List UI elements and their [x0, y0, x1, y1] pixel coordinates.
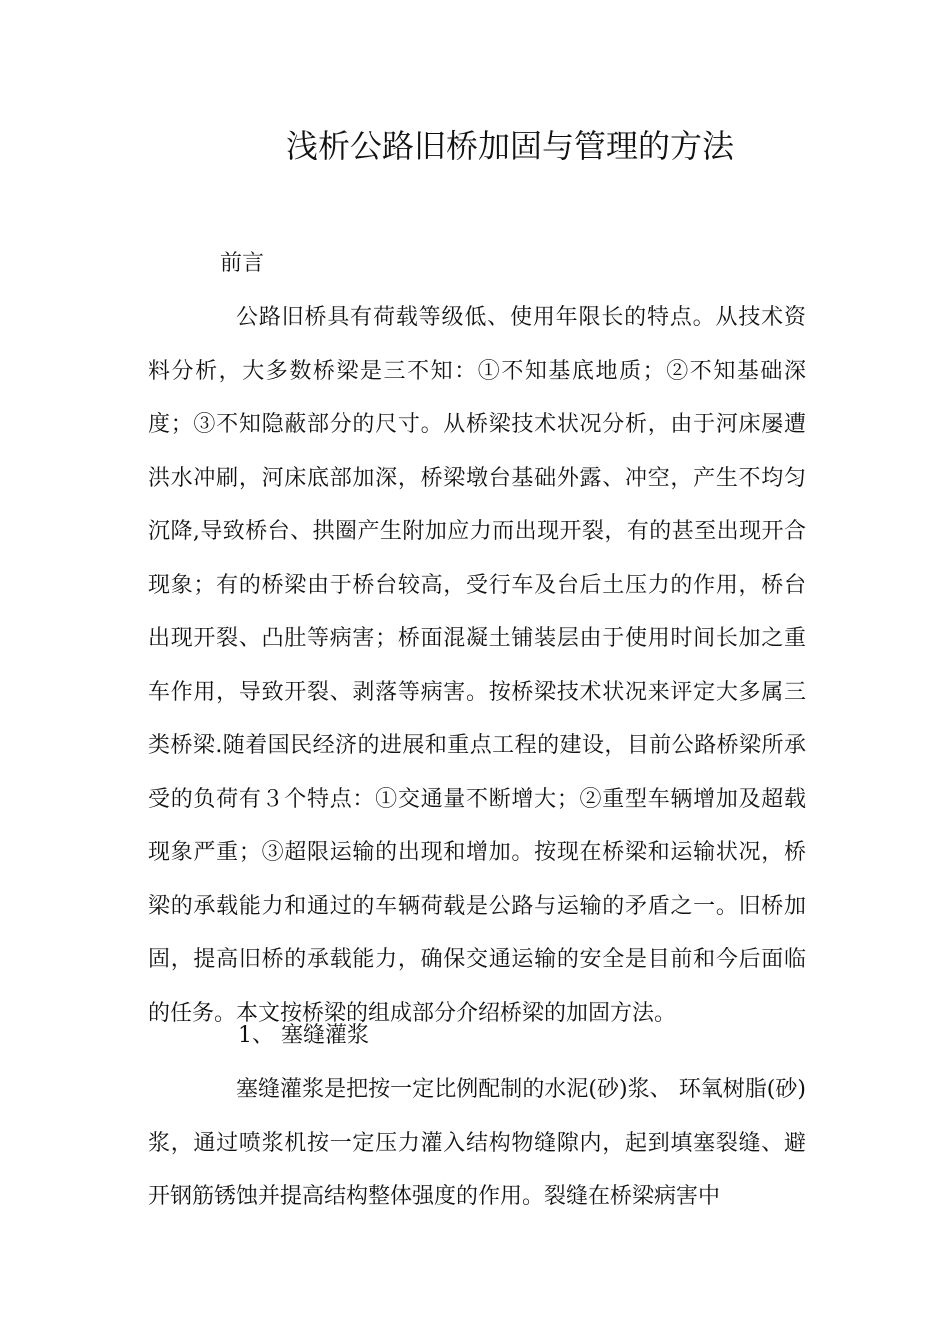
- paragraph-section-1: 塞缝灌浆是把按一定比例配制的水泥(砂)浆、 环氧树脂(砂)浆，通过喷浆机按一定压力灌入结构物缝隙内，起到填塞裂缝、避开钢筋锈蚀并提高结构整体强度的作用。裂缝在桥梁病害中: [148, 1077, 806, 1209]
- paragraph-preface: 公路旧桥具有荷载等级低、使用年限长的特点。从技术资料分析，大多数桥梁是三不知：①不知基底地质；②不知基础深度；③不知隐蔽部分的尺寸。从桥梁技术状况分析，由于河床屡遭洪水冲刷，河床底部加深，桥梁墩台基础外露、冲空，产生不均匀沉降,导致桥台、拱圈产生附加应力而出现开裂，有的甚至出现开合现象；有的桥梁由于桥台较高，受行车及台后土压力的作用，桥台出现开裂、凸肚等病害；桥面混凝土铺装层由于使用时间长加之重车作用，导致开裂、剥落等病害。按桥梁技术状况来评定大多属三类桥梁.随着国民经济的进展和重点工程的建设，目前公路桥梁所承受的负荷有３个特点：①交通量不断增大；②重型车辆增加及超载现象严重；③超限运输的出现和增加。按现在桥梁和运输状况，桥梁的承载能力和通过的车辆荷载是公路与运输的矛盾之一。旧桥加固，提高旧桥的承载能力，确保交通运输的安全是目前和今后面临的任务。本文按桥梁的组成部分介绍桥梁的加固方法。: [148, 305, 806, 1026]
- document-title: 浅析公路旧桥加固与管理的方法: [285, 127, 734, 165]
- preface-heading: 前言: [220, 251, 265, 276]
- section-heading-1: 1、 塞缝灌浆: [238, 1023, 369, 1048]
